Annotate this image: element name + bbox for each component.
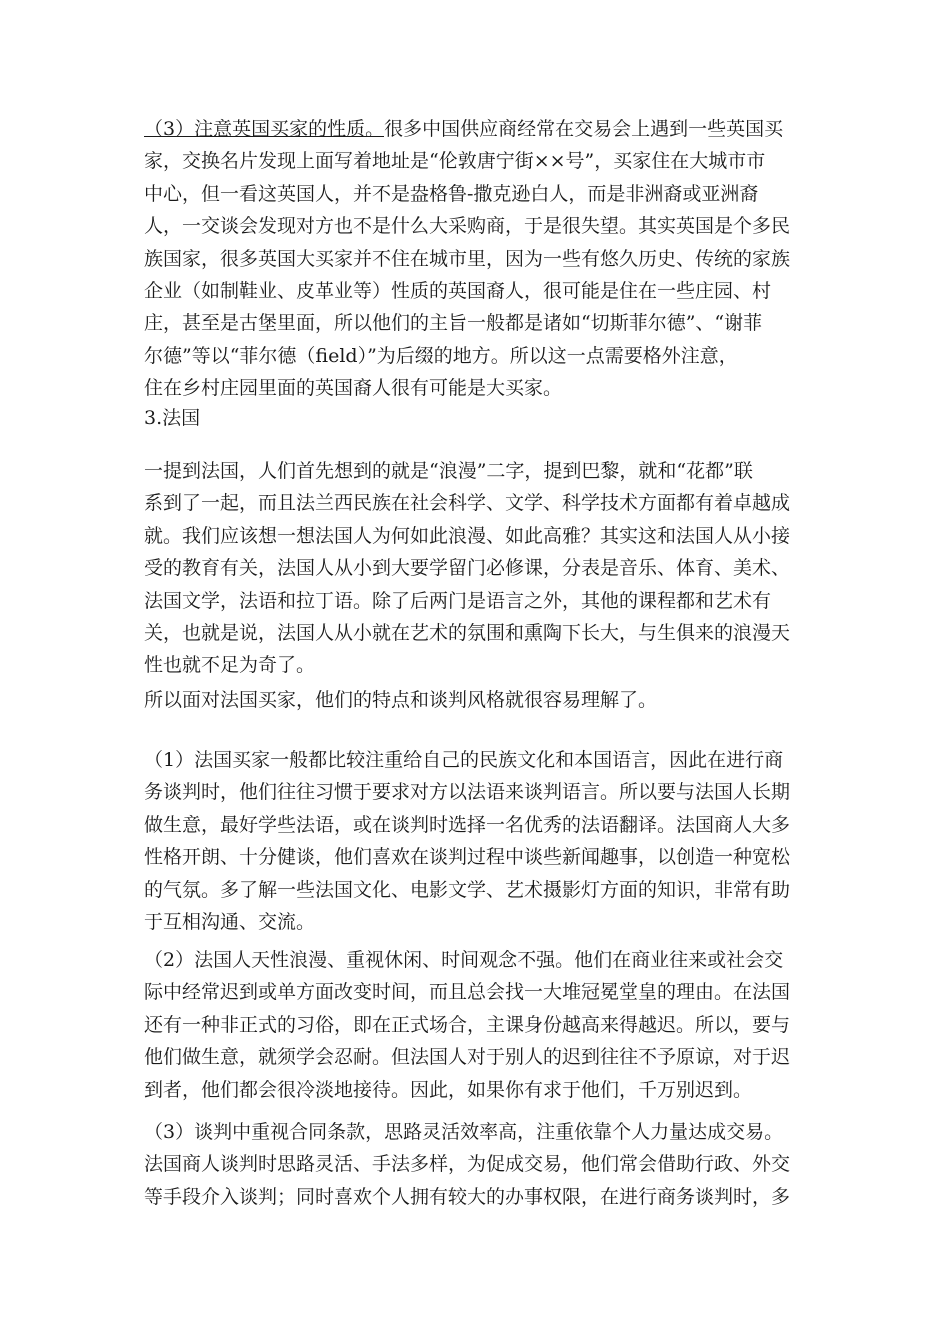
text-line: 关，也就是说，法国人从小就在艺术的氛围和熏陶下长大，与生俱来的浪漫天 (144, 622, 791, 645)
text-line: 族国家，很多英国大买家并不住在城市里，因为一些有悠久历史、传统的家族 (144, 247, 791, 270)
text-line: （1）法国买家一般都比较注重给自己的民族文化和本国语言，因此在进行商 (144, 749, 784, 771)
paragraph-france-point-3 (144, 1116, 810, 1213)
text-line: 法国商人谈判时思路灵活、手法多样，为促成交易，他们常会借助行政、外交 (144, 1153, 791, 1176)
paragraph-france-summary (144, 684, 810, 716)
paragraph-france-intro (144, 455, 810, 682)
text-line: 企业（如制鞋业、皮革业等）性质的英国裔人，很可能是住在一些庄园、村 (144, 280, 772, 303)
paragraph-france-point-2 (144, 944, 810, 1106)
text-line: （2）法国人天性浪漫、重视休闲、时间观念不强。他们在商业往来或社会交 (144, 949, 784, 971)
text-line: 性格开朗、十分健谈，他们喜欢在谈判过程中谈些新闻趣事，以创造一种宽松 (144, 846, 791, 869)
text-line: 等手段介入谈判；同时喜欢个人拥有较大的办事权限，在进行商务谈判时，多 (144, 1185, 791, 1208)
text-line: 他们做生意，就须学会忍耐。但法国人对于别人的迟到往往不予原谅，对于迟 (144, 1046, 791, 1069)
text-line: 做生意，最好学些法语，或在谈判时选择一名优秀的法语翻译。法国商人大多 (144, 813, 791, 836)
text-line: 性也就不足为奇了。 (144, 654, 316, 677)
text-line: 于互相沟通、交流。 (144, 911, 316, 934)
text-line: 到者，他们都会很冷淡地接待。因此，如果你有求于他们，千万别迟到。 (144, 1078, 753, 1101)
text-line: 所以面对法国买家，他们的特点和谈判风格就很容易理解了。 (144, 689, 658, 711)
text-line: 住在乡村庄园里面的英国裔人很有可能是大买家。 (144, 377, 563, 400)
text-line: 受的教育有关，法国人从小到大要学留门必修课，分表是音乐、体育、美术、 (144, 557, 791, 580)
text-line: 务谈判时，他们往往习惯于要求对方以法语来谈判语言。所以要与法国人长期 (144, 781, 791, 804)
text-line: （3）谈判中重视合同条款，思路灵活效率高，注重依靠个人力量达成交易。 (144, 1121, 784, 1143)
text-line: 人，一交谈会发现对方也不是什么大采购商，于是很失望。其实英国是个多民 (144, 215, 791, 238)
text-line: 家，交换名片发现上面写着地址是“伦敦唐宁街××号”，买家住在大城市市 (144, 150, 766, 173)
paragraph-uk-buyer-nature (144, 113, 810, 405)
text-line: 庄，甚至是古堡里面，所以他们的主旨一般都是诸如“切斯菲尔德”、“谢菲 (144, 312, 763, 335)
text-line: 法国文学，法语和拉丁语。除了后两门是语言之外，其他的课程都和艺术有 (144, 589, 772, 612)
text-line: 际中经常迟到或单方面改变时间，而且总会找一大堆冠冕堂皇的理由。在法国 (144, 981, 791, 1004)
text-line: 的气氛。多了解一些法国文化、电影文学、艺术摄影灯方面的知识，非常有助 (144, 878, 791, 901)
underline-mark (144, 136, 384, 137)
text-line: 系到了一起，而且法兰西民族在社会科学、文学、科学技术方面都有着卓越成 (144, 492, 791, 515)
text-line: （3）注意英国买家的性质。很多中国供应商经常在交易会上遇到一些英国买 (144, 118, 784, 140)
text-line: 中心，但一看这英国人，并不是盎格鲁-撒克逊白人，而是非洲裔或亚洲裔 (144, 182, 759, 205)
paragraph-france-point-1 (144, 744, 810, 938)
text-line: 就。我们应该想一想法国人为何如此浪漫、如此高雅？其实这和法国人从小接 (144, 524, 791, 547)
text-line: 还有一种非正式的习俗，即在正式场合，主课身份越高来得越迟。所以，要与 (144, 1013, 791, 1036)
text-line: 一提到法国，人们首先想到的就是“浪漫”二字，提到巴黎，就和“花都”联 (144, 460, 753, 482)
text-line: 尔德”等以“菲尔德（field）”为后缀的地方。所以这一点需要格外注意， (144, 344, 738, 367)
section-heading-france: 3.法国 (144, 407, 201, 429)
